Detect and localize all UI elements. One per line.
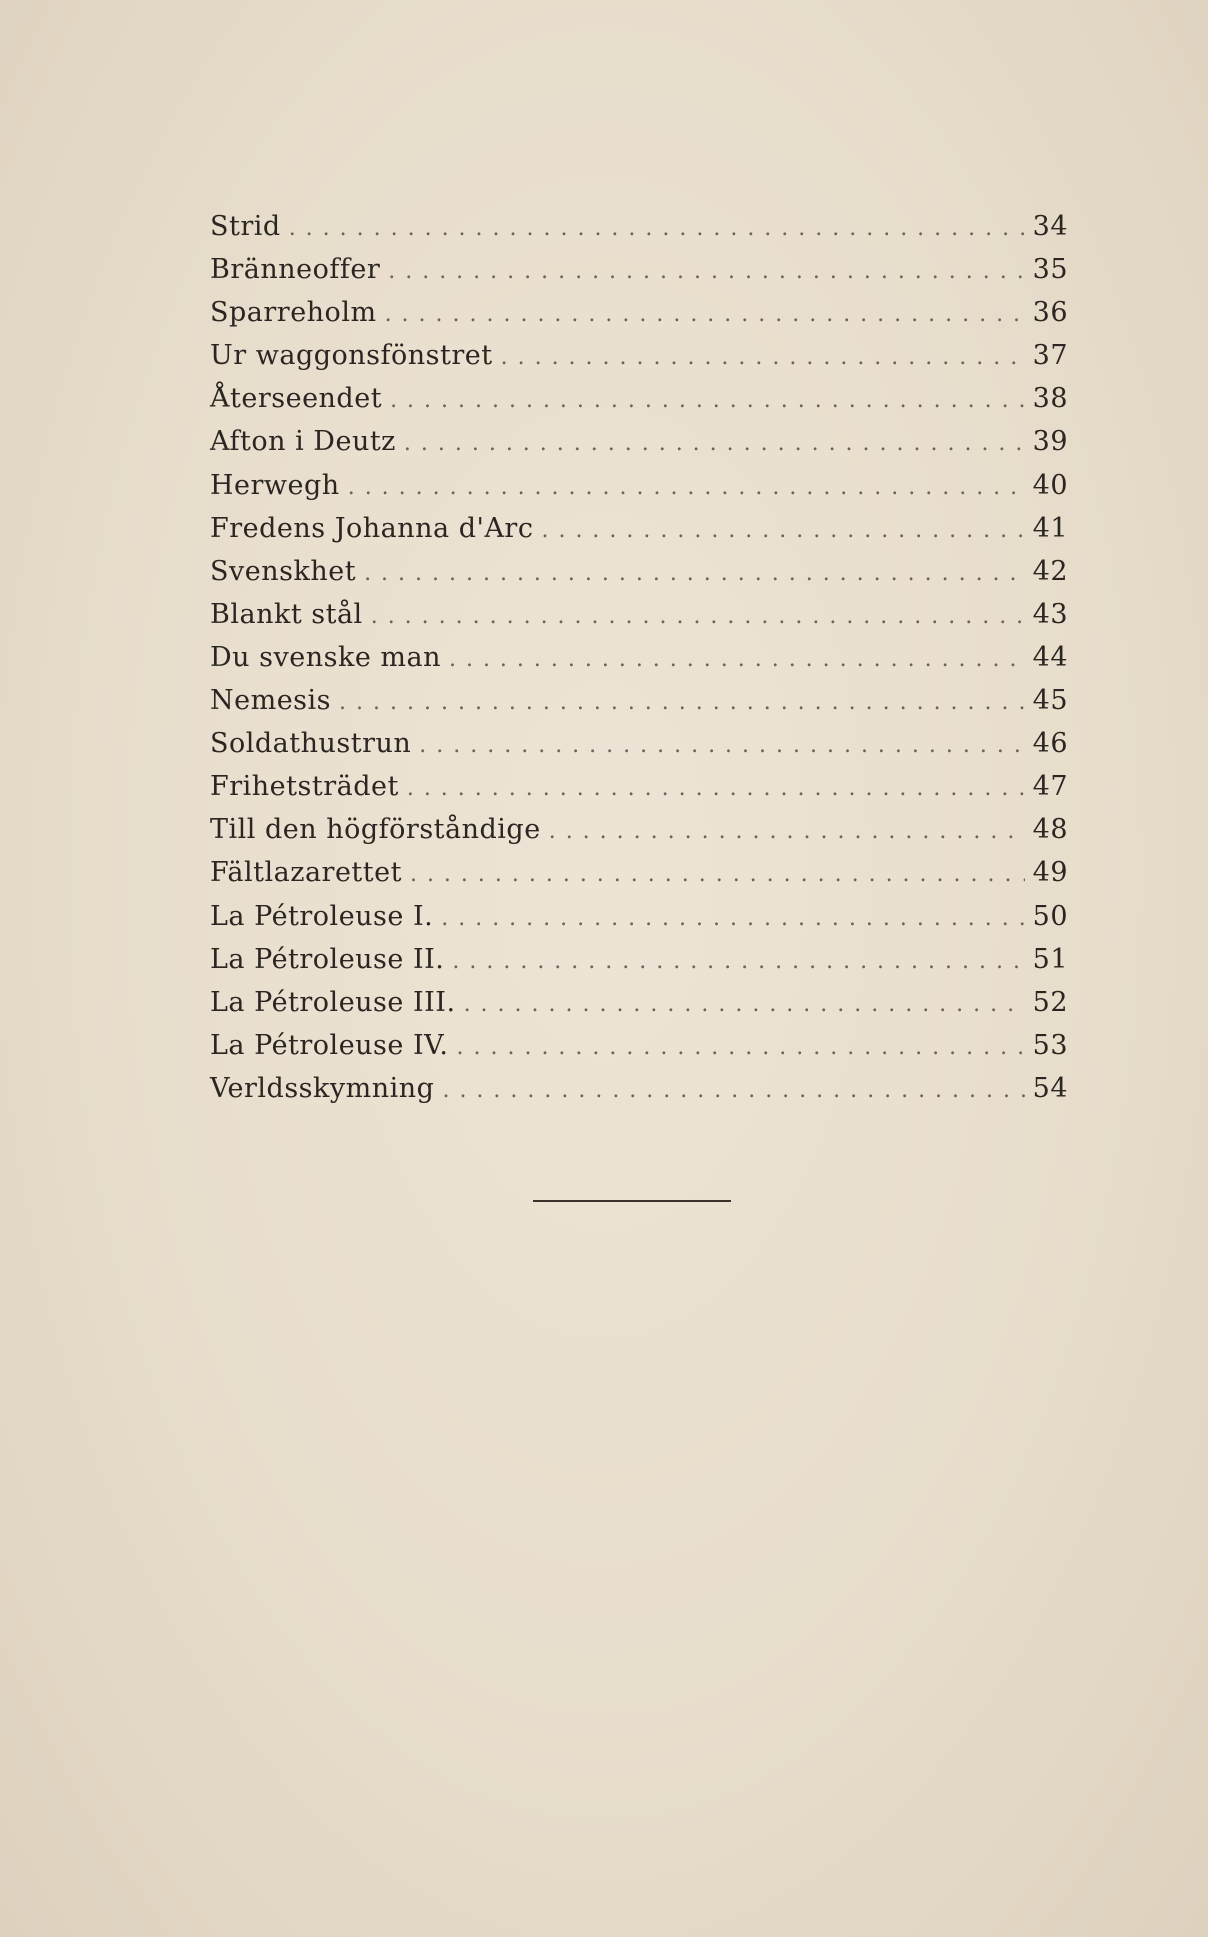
toc-entry-page: 46 [1032,728,1068,760]
toc-entry-page: 54 [1032,1072,1068,1104]
dot-leader [385,302,1025,327]
dot-leader [410,862,1025,887]
dot-leader [390,388,1025,413]
toc-entry-page: 39 [1032,426,1068,458]
toc-entry-page: 35 [1032,254,1068,286]
toc-entry-page: 48 [1032,814,1068,846]
dot-leader [442,1078,1024,1103]
toc-entry-title: Återseendet [210,383,383,415]
toc-entry-page: 34 [1032,211,1068,242]
toc-entry [210,944,1068,987]
toc-entry-title: La Pétroleuse III. [210,986,456,1018]
toc-entry [210,426,1068,469]
toc-entry-title: Afton i Deutz [210,426,396,458]
dot-leader [464,992,1025,1017]
toc-entry-title: Ur waggonsfönstret [210,340,493,372]
toc-entry-page: 37 [1032,340,1068,372]
toc-entry [210,556,1068,599]
toc-entry-page: 41 [1032,512,1068,544]
toc-entry [210,814,1068,857]
toc-entry-title: Nemesis [210,685,332,717]
dot-leader [348,475,1025,500]
dot-leader [419,733,1024,758]
toc-entry [210,1073,1068,1116]
toc-entry-title: La Pétroleuse II. [210,943,445,975]
toc-entry-page: 50 [1032,900,1068,932]
toc-entry-title: Blankt stål [210,598,363,630]
toc-entry-title: Herwegh [210,469,340,501]
dot-leader [501,345,1025,370]
end-rule-divider [533,1200,731,1202]
toc-entry [210,1030,1068,1073]
toc-entry-page: 36 [1032,297,1068,329]
dot-leader [457,1035,1025,1060]
toc-entry [210,297,1068,340]
toc-entry-page: 40 [1032,469,1068,501]
toc-entry [210,987,1068,1030]
toc-entry [210,513,1068,556]
dot-leader [388,259,1024,284]
toc-entry-page: 38 [1032,383,1068,415]
toc-entry [210,771,1068,814]
toc-entry-title: Verldsskymning [210,1072,435,1104]
table-of-contents [210,211,1068,1116]
dot-leader [441,906,1024,931]
toc-entry-title: La Pétroleuse IV. [210,1029,449,1061]
toc-entry-page: 44 [1032,641,1068,673]
dot-leader [407,776,1025,801]
toc-entry-page: 45 [1032,685,1068,717]
toc-entry [210,599,1068,642]
dot-leader [364,561,1025,586]
dot-leader [339,690,1025,715]
dot-leader [371,604,1025,629]
toc-entry [210,901,1068,944]
dot-leader [404,431,1025,456]
toc-entry-title: Fredens Johanna d'Arc [210,512,534,544]
dot-leader [449,647,1025,672]
toc-entry [210,211,1068,254]
toc-entry-title: Bränneoffer [210,254,381,286]
toc-entry-page: 49 [1032,857,1068,889]
toc-entry [210,254,1068,297]
toc-entry-title: Soldathustrun [210,728,412,760]
toc-entry-page: 43 [1032,598,1068,630]
toc-entry-title: La Pétroleuse I. [210,900,434,932]
toc-entry-title: Frihetsträdet [210,771,399,803]
toc-entry-page: 52 [1032,986,1068,1018]
toc-entry-title: Fältlazarettet [210,857,402,889]
toc-entry-page: 47 [1032,771,1068,803]
toc-entry-title: Till den högförståndige [210,814,541,846]
toc-entry-page: 53 [1032,1029,1068,1061]
toc-entry-title: Svenskhet [210,555,357,587]
toc-entry [210,642,1068,685]
dot-leader [452,949,1024,974]
toc-entry [210,685,1068,728]
toc-entry-title: Sparreholm [210,297,377,329]
toc-entry [210,857,1068,900]
toc-entry-title: Du svenske man [210,641,441,673]
toc-entry-title: Strid [210,211,281,242]
dot-leader [541,518,1024,543]
dot-leader [289,216,1025,241]
dot-leader [549,819,1025,844]
toc-entry [210,470,1068,513]
toc-entry-page: 51 [1032,943,1068,975]
toc-entry [210,728,1068,771]
toc-entry [210,340,1068,383]
toc-entry-page: 42 [1032,555,1068,587]
toc-entry [210,383,1068,426]
